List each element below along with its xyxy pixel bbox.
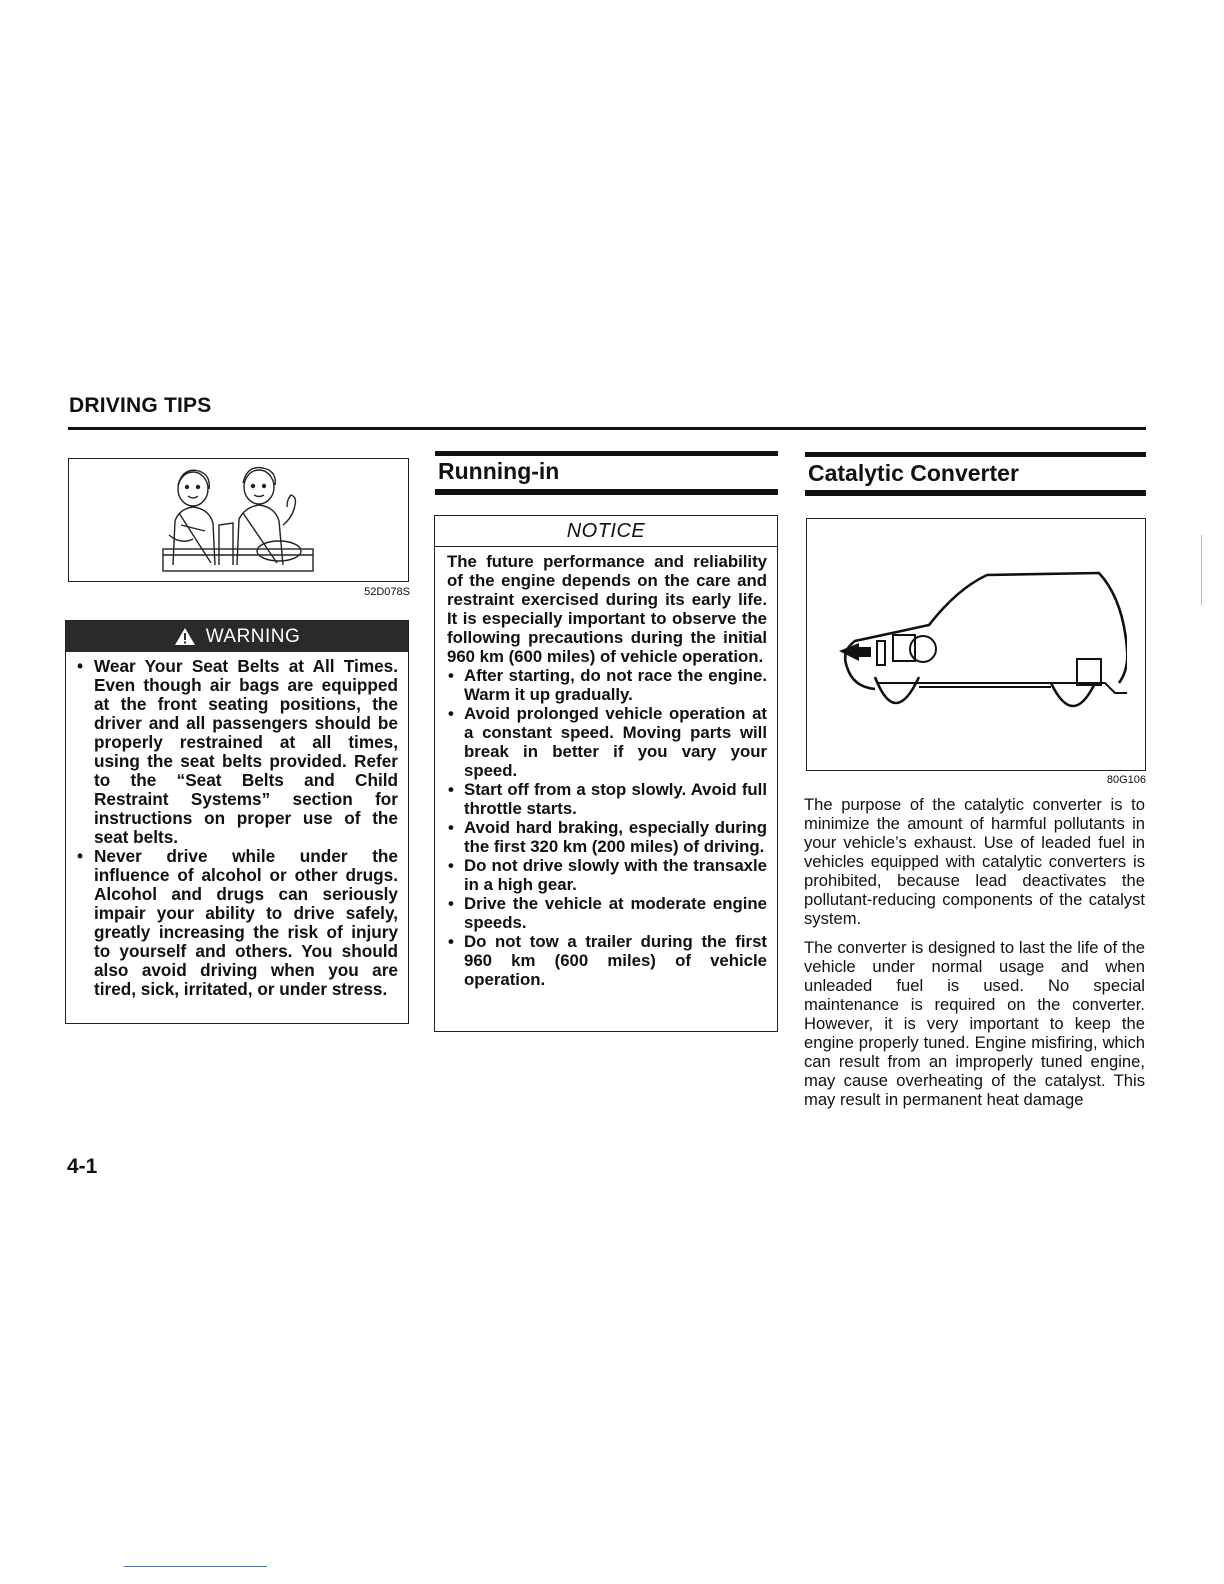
section-divider [68,427,1146,430]
warning-box [65,620,409,1024]
vehicle-exhaust-diagram-icon [837,559,1127,739]
seatbelt-figure [68,458,409,582]
list-item: • Drive the vehicle at moderate engine speeds. [447,894,767,932]
converter-body-text [804,795,1145,1119]
scan-edge-mark [1201,535,1202,605]
list-item: • Start off from a stop slowly. Avoid full throttle starts. [447,780,767,818]
heading-catalytic-converter: Catalytic Converter [808,460,1019,486]
warning-label: WARNING [205,625,301,647]
notice-header: NOTICE [435,516,777,547]
list-item: • Avoid prolonged vehicle operation at a constant speed. Moving parts will break in better if you vary your speed. [447,704,767,780]
section-title: DRIVING TIPS [69,394,212,417]
notice-list [435,666,777,989]
converter-figure [806,518,1146,771]
heading-rule-bottom [435,489,778,495]
seatbelt-illustration-icon [159,465,319,577]
notice-intro: The future performance and reliability of the engine depends on the care and restraint exercised during its early life. It is especially important to observe the following precautions during the initial 960 km (600 miles) of vehicle operation. [447,552,767,666]
list-item: • Never drive while under the influence of alcohol or other drugs. Alcohol and drugs can seriously impair your ability to drive safely, greatly increasing the risk of injury to yourself and others. You should also avoid driving when you are tired, sick, irritated, or under stress. [76,847,398,999]
list-item: • After starting, do not race the engine. Warm it up gradually. [447,666,767,704]
bottom-rule [124,1566,267,1567]
list-item: • Do not drive slowly with the transaxle in a high gear. [447,856,767,894]
warning-triangle-icon [174,627,196,646]
heading-rule-top [435,451,778,456]
notice-box [434,515,778,1032]
page-number: 4-1 [67,1155,98,1178]
warning-header [66,621,408,652]
paragraph: The purpose of the catalytic converter is to minimize the amount of harmful pollutants in your vehicle’s exhaust. Use of leaded fuel in vehicles equipped with catalytic converters is prohibited, because lead deactivates the pollutant-reducing components of the catalyst system. [804,795,1145,928]
figure-code: 80G106 [1106,774,1146,786]
heading-running-in: Running-in [438,458,560,484]
heading-rule-bottom [805,490,1146,496]
list-item: • Avoid hard braking, especially during the first 320 km (200 miles) of driving. [447,818,767,856]
heading-rule-top [805,452,1146,457]
warning-list [66,652,408,999]
figure-code: 52D078S [364,586,410,598]
paragraph: The converter is designed to last the life of the vehicle under normal usage and when unleaded fuel is used. No special maintenance is required on the converter. However, it is very important to keep the engine properly tuned. Engine misfiring, which can result from an improperly tuned engine, may cause overheating of the catalyst. This may result in permanent heat damage [804,938,1145,1109]
list-item: • Wear Your Seat Belts at All Times. Even though air bags are equipped at the front seating positions, the driver and all passengers should be properly restrained at all times, using the seat belts provided. Refer to the “Seat Belts and Child Restraint Systems” section for instructions on proper use of the seat belts. [76,657,398,847]
list-item: • Do not tow a trailer during the first 960 km (600 miles) of vehicle operation. [447,932,767,989]
